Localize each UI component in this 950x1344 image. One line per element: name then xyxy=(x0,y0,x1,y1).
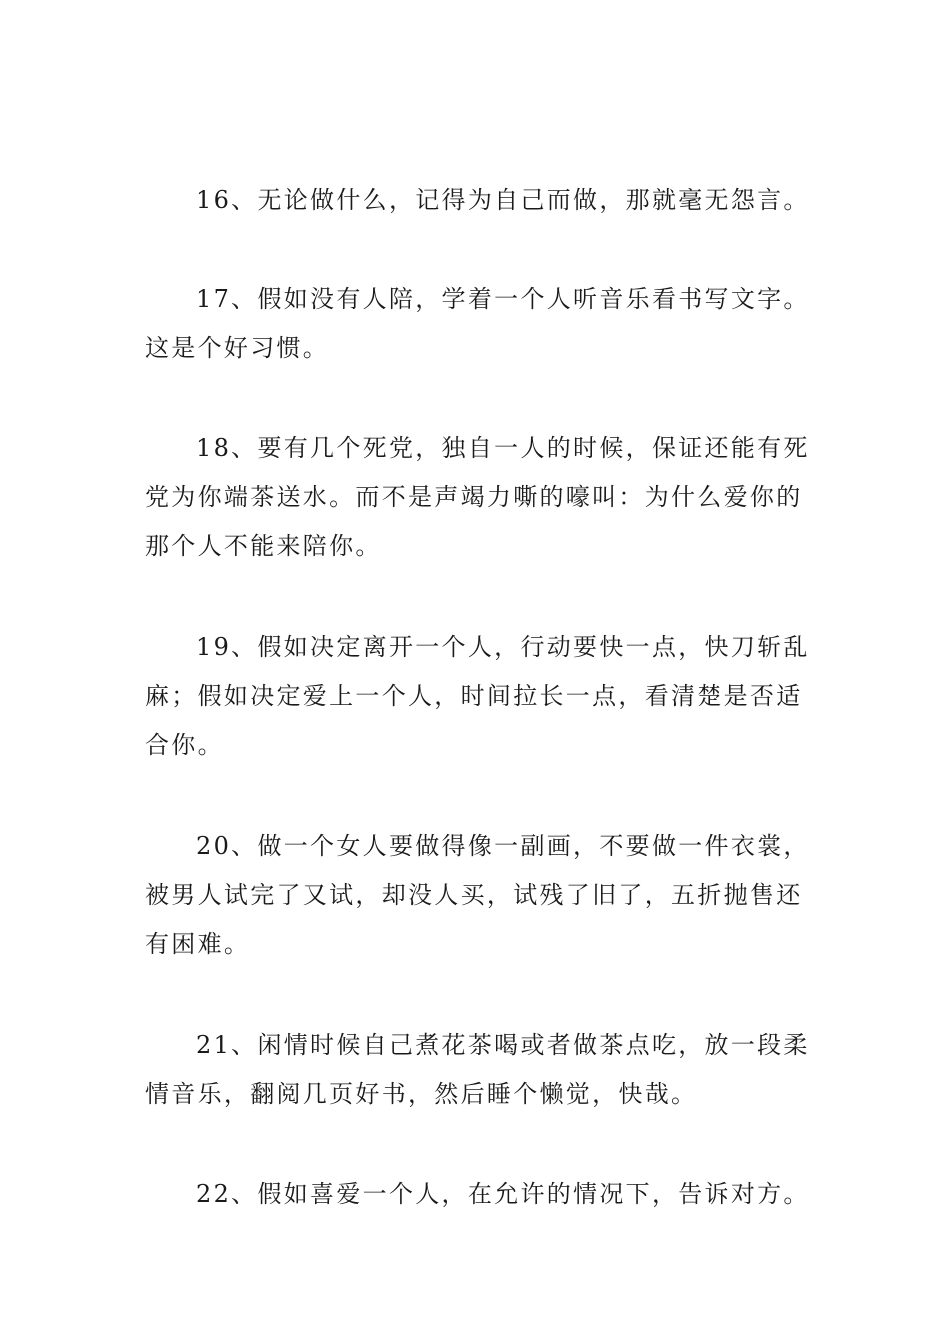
paragraph-16: 16、无论做什么，记得为自己而做，那就毫无怨言。 xyxy=(196,186,810,214)
paragraph-17: 17、假如没有人陪，学着一个人听音乐看书写文字。这是个好习惯。 xyxy=(145,285,810,362)
paragraph-21: 21、闲情时候自己煮花茶喝或者做茶点吃，放一段柔情音乐，翻阅几页好书，然后睡个懒觉，快哉。 xyxy=(145,1031,810,1108)
paragraph-20: 20、做一个女人要做得像一副画，不要做一件衣裳，被男人试完了又试，却没人买，试残了旧了，五折抛售还有困难。 xyxy=(145,832,810,958)
paragraph-19: 19、假如决定离开一个人，行动要快一点，快刀斩乱麻；假如决定爱上一个人，时间拉长一点，看清楚是否适合你。 xyxy=(145,633,810,759)
paragraph-22: 22、假如喜爱一个人，在允许的情况下，告诉对方。 xyxy=(196,1180,810,1208)
paragraph-18: 18、要有几个死党，独自一人的时候，保证还能有死党为你端茶送水。而不是声竭力嘶的嚎叫：为什么爱你的那个人不能来陪你。 xyxy=(145,434,810,560)
